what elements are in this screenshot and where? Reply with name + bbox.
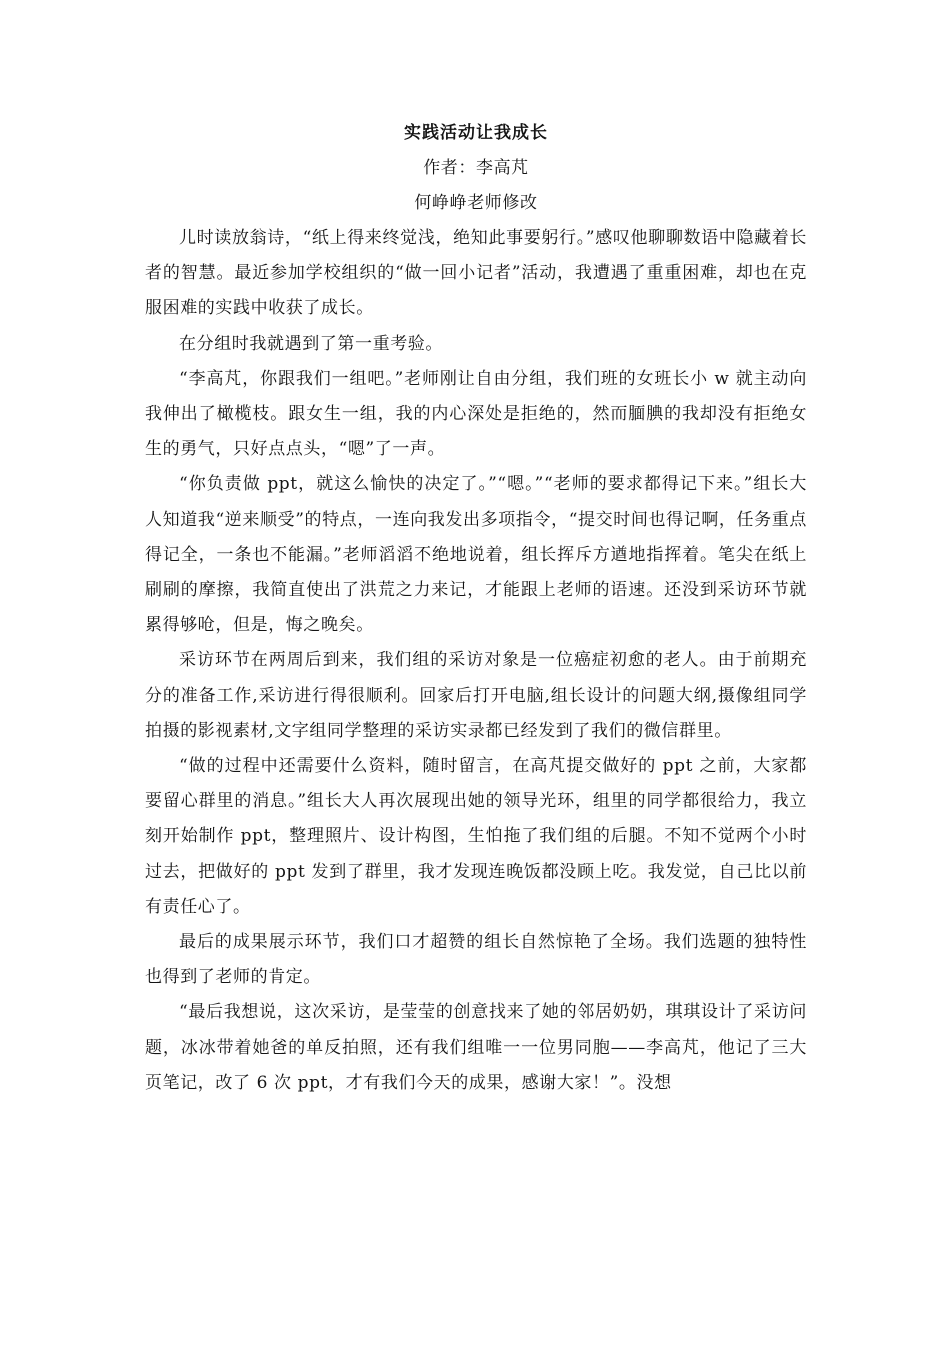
- document-title: 实践活动让我成长: [404, 123, 548, 143]
- paragraph: “最后我想说，这次采访，是莹莹的创意找来了她的邻居奶奶，琪琪设计了采访问题，冰冰带着她爸的单反拍照，还有我们组唯一一位男同胞——李高芃，他记了三大页笔记，改了 6 次 ppt，才有我们今天的成果，感谢大家！”。没想: [145, 1002, 807, 1093]
- reviser-line: 何峥峥老师修改: [414, 193, 538, 213]
- paragraph: 最后的成果展示环节，我们口才超赞的组长自然惊艳了全场。我们选题的独特性也得到了老师的肯定。: [145, 932, 807, 988]
- paragraph: “你负责做 ppt，就这么愉快的决定了。”“嗯。”“老师的要求都得记下来。”组长大人知道我“逆来顺受”的特点，一连向我发出多项指令，“提交时间也得记啊，任务重点得记全，一条也不能漏。”老师滔滔不绝地说着，组长挥斥方遒地指挥着。笔尖在纸上刷刷的摩擦，我简直使出了洪荒之力来记，才能跟上老师的语速。还没到采访环节就累得够呛，但是，悔之晚矣。: [145, 474, 807, 636]
- paragraph: “李高芃，你跟我们一组吧。”老师刚让自由分组，我们班的女班长小 w 就主动向我伸出了橄榄枝。跟女生一组，我的内心深处是拒绝的，然而腼腆的我却没有拒绝女生的勇气，只好点点头，“嗯”了一声。: [145, 368, 807, 460]
- paragraph: 采访环节在两周后到来，我们组的采访对象是一位癌症初愈的老人。由于前期充分的准备工作,采访进行得很顺利。回家后打开电脑,组长设计的问题大纲,摄像组同学拍摄的影视素材,文字组同学整理的采访实录都已经发到了我们的微信群里。: [145, 650, 807, 741]
- author-line: 作者：李高芃: [423, 158, 529, 178]
- paragraph: 在分组时我就遇到了第一重考验。: [179, 333, 443, 354]
- paragraph: 儿时读放翁诗，“纸上得来终觉浅，绝知此事要躬行。”感叹他聊聊数语中隐藏着长者的智慧。最近参加学校组织的“做一回小记者”活动，我遭遇了重重困难，却也在克服困难的实践中收获了成长。: [145, 228, 807, 319]
- paragraph: “做的过程中还需要什么资料，随时留言，在高芃提交做好的 ppt 之前，大家都要留心群里的消息。”组长大人再次展现出她的领导光环，组里的同学都很给力，我立刻开始制作 ppt，整理照片、设计构图，生怕拖了我们组的后腿。不知不觉两个小时过去，把做好的 ppt 发到了群里，我才发现连晚饭都没顾上吃。我发觉，自己比以前有责任心了。: [145, 756, 807, 917]
- document-body: [145, 116, 807, 1101]
